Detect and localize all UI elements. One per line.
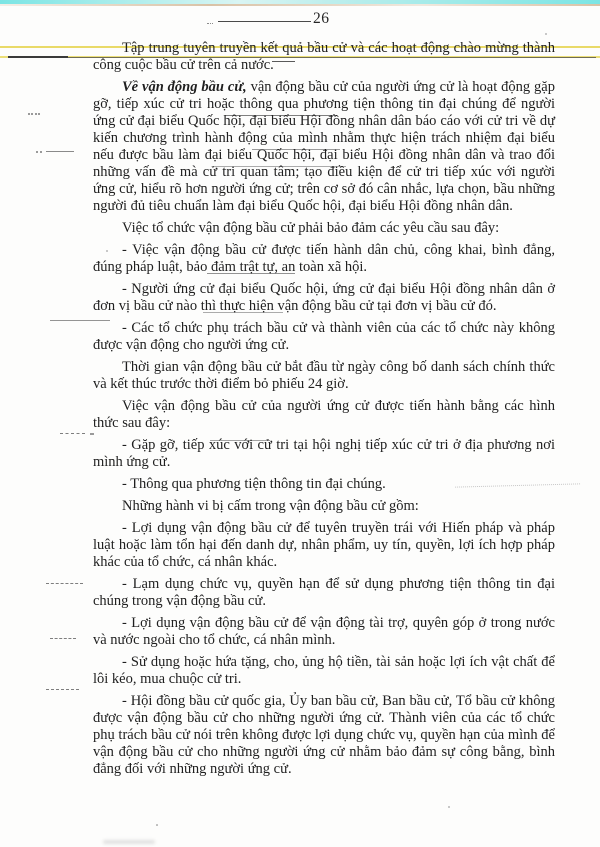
paragraph: Tập trung tuyên truyền kết quả bầu cử và các hoạt động chào mừng thành công cuộc bầu cử trên cả nước. — [93, 40, 555, 73]
paragraph-lead-bold-italic: Về vận động bầu cử, — [122, 79, 251, 95]
paragraph: - Sử dụng hoặc hứa tặng, cho, ủng hộ tiền, tài sản hoặc lợi ích vật chất để lôi kéo, mua chuộc cử tri. — [93, 654, 555, 687]
paragraph: Về vận động bầu cử, vận động bầu cử của người ứng cử là hoạt động gặp gỡ, tiếp xúc cử tri hoặc thông qua phương tiện thông tin đại chúng để người ứng cử đại biểu Quốc hội, đại biểu Hội đồng nhân dân báo cáo với cử tri về dự kiến chương trình hành động của mình nhằm thực hiện trách nhiệm đại biểu nếu được bầu làm đại biểu Quốc hội, đại biểu Hội đồng nhân dân và trao đổi những vấn đề mà cử tri quan tâm; tạo điều kiện để cử tri tiếp xúc với người ứng cử, hiểu rõ hơn người ứng cử; trên cơ sở đó cân nhắc, lựa chọn, bầu những người đủ tiêu chuẩn làm đại biểu Quốc hội, đại biểu Hội đồng nhân dân. — [93, 79, 555, 214]
paragraph: - Lạm dụng chức vụ, quyền hạn để sử dụng phương tiện thông tin đại chúng trong vận động bầu cử. — [93, 576, 555, 609]
paragraph: - Hội đồng bầu cử quốc gia, Ủy ban bầu cử, Ban bầu cử, Tổ bầu cử không được vận động bầu cử cho những người ứng cử. Thành viên của các tổ chức phụ trách bầu cử nói trên không được lợi dụng chức vụ, quyền hạn của mình để vận động bầu cử cho những người ứng cử nhằm bảo đảm sự công bằng, bình đẳng đối với những người ứng cử. — [93, 693, 555, 777]
page-number: 26 — [313, 10, 330, 27]
paragraph: - Việc vận động bầu cử được tiến hành dân chủ, công khai, bình đẳng, đúng pháp luật, bảo đảm trật tự, an toàn xã hội. — [93, 242, 555, 275]
margin-dash-mark — [60, 433, 85, 434]
margin-dash-mark — [46, 583, 83, 584]
paragraph: Việc tổ chức vận động bầu cử phải bảo đảm các yêu cầu sau đây: — [122, 220, 500, 236]
margin-dash-mark — [50, 638, 76, 639]
margin-dash-mark — [46, 151, 74, 152]
bottom-smudge-artifact — [103, 840, 155, 844]
paragraph: - Các tổ chức phụ trách bầu cử và thành viên của các tổ chức này không được vận động cho người ứng cử. — [93, 320, 555, 353]
scan-speckle — [156, 824, 158, 826]
scan-speckle — [545, 33, 547, 35]
scan-speckle — [448, 806, 450, 808]
paragraph: Những hành vi bị cấm trong vận động bầu cử gồm: — [122, 498, 419, 514]
paragraph: - Lợi dụng vận động bầu cử để vận động tài trợ, quyên góp ở trong nước và nước ngoài cho tổ chức, cá nhân mình. — [93, 615, 555, 648]
text-block — [93, 40, 555, 783]
page-number-rule — [218, 21, 311, 22]
margin-dash-mark — [46, 689, 79, 690]
paragraph: - Thông qua phương tiện thông tin đại chúng. — [122, 476, 386, 492]
margin-dot-mark — [28, 113, 40, 115]
gray-strike-line-left-segment — [8, 56, 68, 58]
page-number-rule-dot — [207, 23, 213, 24]
scan-edge-tan-line — [0, 4, 600, 6]
paragraph: - Người ứng cử đại biểu Quốc hội, ứng cử đại biểu Hội đồng nhân dân ở đơn vị bầu cử nào thì thực hiện vận động bầu cử tại đơn vị bầu cử đó. — [93, 281, 555, 314]
paragraph: - Gặp gỡ, tiếp xúc với cử tri tại hội nghị tiếp xúc cử tri ở địa phương nơi mình ứng cử. — [93, 437, 555, 470]
paragraph: - Lợi dụng vận động bầu cử để tuyên truyền trái với Hiến pháp và pháp luật hoặc làm tổn hại đến danh dự, nhân phẩm, uy tín, quyền, lợi ích hợp pháp khác của tổ chức, cá nhân khác. — [93, 520, 555, 570]
margin-dot-mark — [36, 151, 42, 153]
paragraph: Thời gian vận động bầu cử bắt đầu từ ngày công bố danh sách chính thức và kết thúc trước thời điểm bỏ phiếu 24 giờ. — [93, 359, 555, 392]
paragraph: Việc vận động bầu cử của người ứng cử được tiến hành bằng các hình thức sau đây: — [93, 398, 555, 431]
